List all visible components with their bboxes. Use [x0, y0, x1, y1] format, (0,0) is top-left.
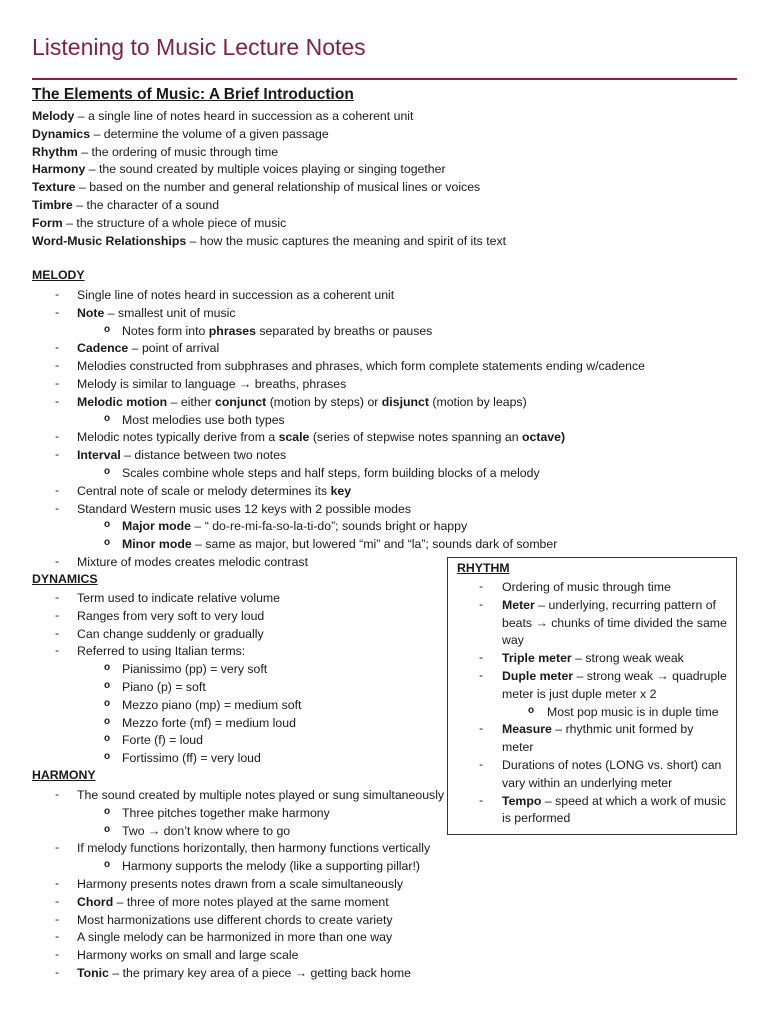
definition-text: – the structure of a whole piece of music [62, 215, 287, 230]
line-text: – rhythmic unit formed by [551, 722, 694, 737]
line-text: (series of stepwise notes spanning an [309, 430, 522, 445]
sub-bullet: o [104, 715, 111, 727]
list-item [502, 650, 684, 667]
line-text: vary within an underlying meter [502, 775, 673, 790]
line-text: Harmony supports the melody (like a supporting pillar!) [122, 859, 420, 874]
dash-bullet: - [479, 579, 484, 593]
sub-bullet: o [104, 733, 111, 745]
line-text: – strong weak weak [571, 651, 684, 666]
dash-bullet: - [55, 911, 60, 926]
line-text: Mezzo piano (mp) = medium soft [122, 697, 302, 712]
definition-line [32, 215, 286, 232]
list-item [502, 810, 570, 827]
list-item [77, 876, 403, 893]
sub-bullet: o [104, 323, 111, 335]
list-item [77, 358, 645, 375]
term-label: Timbre [32, 198, 73, 212]
sub-list-item [122, 732, 203, 749]
definition-text: – a single line of notes heard in succession as a coherent unit [74, 109, 414, 123]
sub-bullet: o [528, 704, 535, 716]
page-title: Listening to Music Lecture Notes [32, 34, 366, 60]
line-text: meter [502, 740, 534, 755]
line-text: – underlying, recurring pattern of [534, 597, 716, 612]
list-item [77, 787, 444, 804]
term-label: key [330, 483, 352, 498]
line-text: way [502, 633, 524, 648]
list-item [77, 840, 430, 857]
list-item [77, 626, 264, 643]
line-text: – speed at which a work of music [541, 793, 726, 808]
list-item [77, 590, 280, 607]
definition-line [32, 197, 219, 214]
dash-bullet: - [55, 643, 60, 658]
term-label: Harmony [32, 162, 86, 177]
sub-list-item [122, 412, 285, 429]
dash-bullet: - [55, 947, 60, 962]
sub-list-item [122, 536, 557, 553]
line-text: – same as major, but lowered “mi” and “la”; sounds dark of somber [191, 537, 558, 552]
definition-line [32, 233, 506, 250]
line-text: – the primary key area of a piece → getting back home [108, 966, 412, 980]
term-label: Tonic [77, 966, 109, 980]
sub-bullet: o [104, 662, 111, 674]
sub-list-item [122, 323, 432, 340]
dash-bullet: - [55, 876, 60, 890]
definition-line [32, 126, 329, 143]
sub-list-item [122, 679, 206, 696]
list-item [77, 608, 264, 625]
line-text: Harmony presents notes drawn from a scale simultaneously [77, 877, 404, 891]
term-label: phrases [208, 323, 256, 338]
definition-text: – the sound created by multiple voices playing or singing together [85, 162, 446, 177]
definition-line [32, 108, 413, 125]
line-text: Most pop music is in duple time [547, 704, 719, 719]
line-text: Mixture of modes creates melodic contrast [77, 555, 308, 569]
line-text: Single line of notes heard in succession as a coherent unit [77, 288, 395, 302]
line-text: Ranges from very soft to very loud [77, 608, 265, 623]
line-text: – three of more notes played at the same moment [113, 894, 389, 909]
list-item [502, 615, 727, 632]
list-item [502, 793, 726, 810]
dash-bullet: - [479, 757, 484, 771]
line-text: Fortissimo (ff) = very loud [122, 751, 261, 766]
term-label: Cadence [77, 341, 129, 356]
list-item [502, 632, 524, 649]
line-text: Standard Western music uses 12 keys with 2 possible modes [77, 501, 411, 516]
dash-bullet: - [55, 340, 60, 355]
line-text: – either [167, 394, 216, 409]
list-item [502, 668, 727, 685]
term-label: Tempo [502, 793, 542, 808]
dash-bullet: - [55, 376, 60, 390]
line-text: – strong weak → quadruple [573, 669, 727, 683]
dash-bullet: - [479, 650, 484, 665]
sub-bullet: o [104, 751, 111, 763]
line-text: Scales combine whole steps and half steps, form building blocks of a melody [122, 466, 540, 480]
line-text: Most harmonizations use different chords to create variety [77, 912, 393, 927]
term-label: Chord [77, 894, 114, 909]
line-text: Mezzo forte (mf) = medium loud [122, 715, 296, 730]
dash-bullet: - [55, 625, 60, 640]
line-text: beats → chunks of time divided the same [502, 615, 727, 630]
sub-list-item [122, 697, 301, 714]
line-text: Durations of notes (LONG vs. short) can [502, 758, 722, 772]
sub-list-item [122, 750, 261, 767]
dash-bullet: - [55, 554, 60, 568]
dash-bullet: - [55, 287, 60, 301]
line-text: Central note of scale or melody determines its [77, 483, 331, 498]
definition-text: – determine the volume of a given passage [90, 126, 329, 141]
definition-text: – how the music captures the meaning and spirit of its text [186, 233, 507, 248]
term-label: Duple meter [502, 669, 574, 683]
list-item [502, 597, 716, 614]
line-text: Melodic notes typically derive from a [77, 430, 279, 445]
dash-bullet: - [55, 929, 60, 944]
dash-bullet: - [479, 596, 484, 611]
line-text: Two → don’t know where to go [122, 823, 291, 838]
line-text: A single melody can be harmonized in more than one way [77, 930, 393, 945]
list-item [77, 483, 351, 500]
term-label: Melodic motion [77, 394, 168, 409]
list-item [502, 775, 672, 792]
line-text: – distance between two notes [120, 448, 287, 463]
term-label: conjunct [215, 394, 267, 409]
term-label: Texture [32, 180, 76, 195]
rhythm-heading: RHYTHM [457, 561, 510, 575]
list-item [502, 721, 693, 738]
sub-bullet: o [104, 412, 111, 424]
list-item [77, 894, 389, 911]
line-text: Ordering of music through time [502, 580, 671, 594]
line-text: Melody is similar to language → breaths, phrases [77, 377, 347, 391]
line-text: The sound created by multiple notes played or sung simultaneously [77, 788, 445, 802]
definition-text: – the character of a sound [72, 198, 220, 212]
dash-bullet: - [479, 668, 484, 682]
line-text: Pianissimo (pp) = very soft [122, 662, 268, 677]
sub-bullet: o [104, 537, 111, 549]
dash-bullet: - [55, 590, 60, 604]
term-label: Minor mode [122, 537, 192, 552]
list-item [77, 305, 236, 322]
line-text: Forte (f) = loud [122, 733, 203, 748]
list-item [77, 376, 346, 393]
term-label: Meter [502, 597, 535, 612]
dash-bullet: - [55, 787, 60, 801]
line-text: Can change suddenly or gradually [77, 626, 264, 641]
sub-list-item [122, 518, 467, 535]
list-item [77, 947, 298, 964]
dash-bullet: - [55, 358, 60, 373]
term-label: Triple meter [502, 651, 572, 666]
sub-bullet: o [104, 466, 111, 477]
dash-bullet: - [55, 965, 60, 979]
sub-bullet: o [104, 519, 111, 531]
term-label: Word-Music Relationships [32, 233, 187, 248]
list-item [77, 447, 286, 464]
dash-bullet: - [55, 429, 60, 444]
term-label: Form [32, 215, 63, 230]
line-text: Most melodies use both types [122, 412, 285, 427]
sub-bullet: o [104, 680, 111, 691]
term-label: Interval [77, 448, 121, 463]
dash-bullet: - [55, 482, 60, 497]
line-text: Three pitches together make harmony [122, 805, 330, 820]
dynamics-heading: DYNAMICS [32, 572, 98, 586]
list-item [502, 757, 721, 774]
dash-bullet: - [479, 792, 484, 807]
dash-bullet: - [55, 447, 60, 462]
sub-bullet: o [104, 697, 111, 709]
dash-bullet: - [55, 607, 60, 622]
term-label: disjunct [381, 394, 429, 409]
line-text: meter is just duple meter x 2 [502, 686, 657, 701]
dash-bullet: - [55, 893, 60, 908]
sub-list-item [122, 661, 267, 678]
title-divider [32, 78, 737, 80]
definition-text: – based on the number and general relationship of musical lines or voices [75, 180, 481, 195]
dash-bullet: - [55, 500, 60, 515]
term-label: scale [278, 430, 310, 445]
sub-list-item [547, 704, 719, 721]
list-item [77, 340, 219, 357]
line-text: is performed [502, 811, 571, 826]
line-text: Piano (p) = soft [122, 680, 206, 694]
dash-bullet: - [55, 840, 60, 855]
term-label: Dynamics [32, 126, 91, 141]
line-text: Melodies constructed from subphrases and phrases, which form complete statements ending w/cadence [77, 359, 645, 374]
line-text: (motion by leaps) [428, 394, 527, 409]
list-item [77, 965, 411, 982]
list-item [77, 287, 394, 304]
line-text: – point of arrival [128, 341, 220, 356]
line-text: If melody functions horizontally, then harmony functions vertically [77, 841, 431, 856]
term-label: Melody [32, 109, 75, 123]
sub-list-item [122, 858, 420, 875]
sub-bullet: o [104, 823, 111, 835]
term-label: Note [77, 305, 105, 320]
line-text: Term used to indicate relative volume [77, 591, 280, 605]
term-label: octave) [522, 430, 566, 445]
list-item [77, 394, 527, 411]
line-text: – “ do-re-mi-fa-so-la-ti-do”; sounds bright or happy [191, 519, 468, 534]
list-item [502, 579, 671, 596]
list-item [77, 501, 411, 518]
term-label: Major mode [122, 519, 192, 534]
definition-text: – the ordering of music through time [77, 144, 279, 159]
dash-bullet: - [55, 393, 60, 408]
list-item [77, 912, 393, 929]
harmony-heading: HARMONY [32, 768, 96, 782]
list-item [502, 686, 656, 703]
line-text: Notes form into [122, 323, 209, 338]
list-item [77, 429, 565, 446]
line-text: – smallest unit of music [104, 305, 236, 320]
sub-bullet: o [104, 805, 111, 817]
list-item [77, 643, 245, 660]
sub-list-item [122, 805, 330, 822]
melody-heading: MELODY [32, 268, 85, 282]
list-item [77, 554, 308, 571]
definition-line [32, 179, 480, 196]
sub-bullet: o [104, 859, 111, 871]
section-subtitle: The Elements of Music: A Brief Introduction [32, 86, 354, 103]
line-text: (motion by steps) or [266, 394, 382, 409]
definition-line [32, 144, 278, 161]
list-item [502, 739, 533, 756]
dash-bullet: - [55, 304, 60, 319]
line-text: separated by breaths or pauses [255, 323, 433, 338]
sub-list-item [122, 823, 290, 840]
definition-line [32, 161, 446, 178]
term-label: Measure [502, 722, 552, 737]
dash-bullet: - [479, 721, 484, 736]
line-text: Harmony works on small and large scale [77, 948, 299, 963]
line-text: Referred to using Italian terms: [77, 644, 246, 659]
list-item [77, 929, 392, 946]
sub-list-item [122, 715, 296, 732]
sub-list-item [122, 465, 540, 482]
term-label: Rhythm [32, 144, 78, 159]
